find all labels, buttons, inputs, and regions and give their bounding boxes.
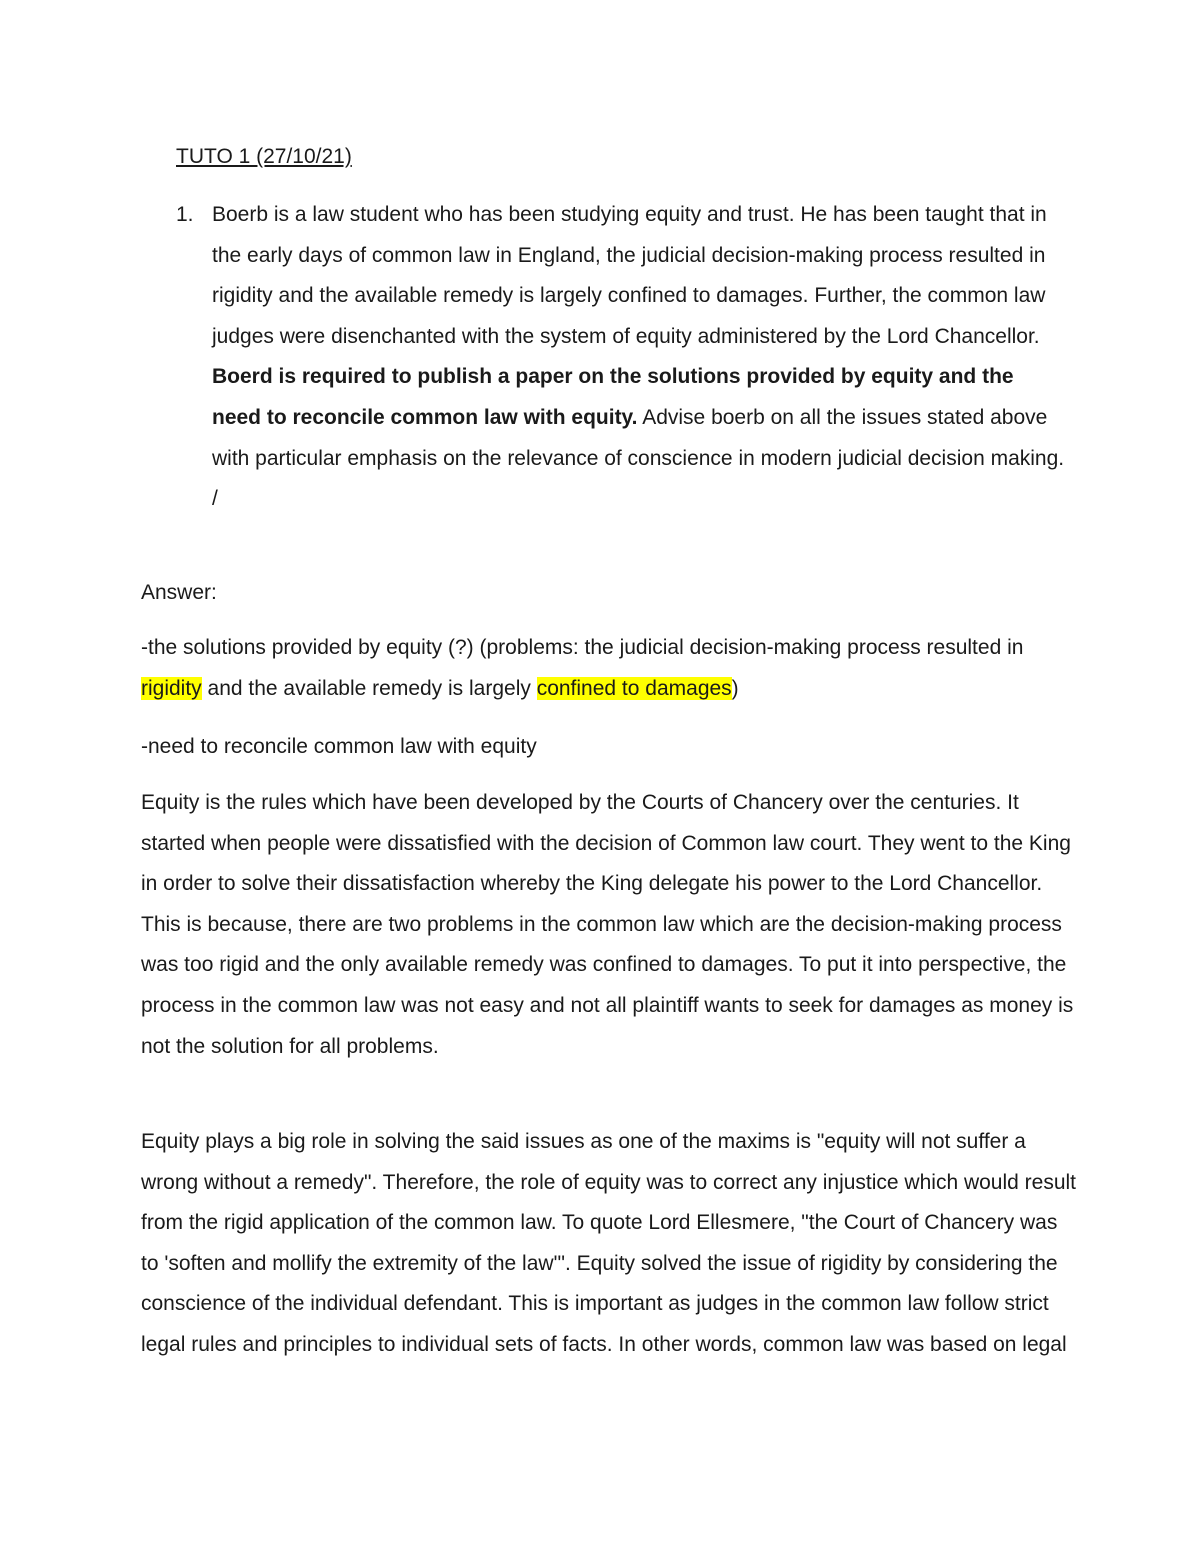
question-bold-text: Boerd is required to publish a paper on the solutions provided by equity and the need to reconcile common law with equity. xyxy=(212,365,1014,429)
answer-bullet-reconcile: -need to reconcile common law with equity xyxy=(141,735,537,758)
bullet-text: -the solutions provided by equity (?) (problems: the judicial decision-making process resulted in xyxy=(141,636,1024,659)
answer-paragraph: Equity is the rules which have been developed by the Courts of Chancery over the centuries. It started when people were dissatisfied with the decision of Common law court. They went to the King in order to solve their dissatisfaction whereby the King delegate his power to the Lord Chancellor. This is because, there are two problems in the common law which are the decision-making process was too rigid and the only available remedy was confined to damages. To put it into perspective, the process in the common law was not easy and not all plaintiff wants to seek for damages as money is not the solution for all problems. xyxy=(141,791,1074,1058)
question-text-intro: Boerb is a law student who has been studying equity and trust. He has been taught that in the early days of common law in England, the judicial decision-making process resulted in rigidity and the available remedy is largely confined to damages. Further, the common law judges were disenchanted with the system of equity administered by the Lord Chancellor. xyxy=(212,203,1047,348)
bullet-text: ) xyxy=(731,676,739,700)
question-item xyxy=(176,195,1066,520)
bullet-text: and the available remedy is largely xyxy=(201,676,537,700)
question-text-advice: Advise boerb on all the issues stated above with particular emphasis on the relevance of conscience in modern judicial decision making. / xyxy=(212,405,1065,511)
highlight-rigidity: rigidity xyxy=(141,676,202,700)
page-title: TUTO 1 (27/10/21) xyxy=(176,145,352,168)
highlight-confined-to-damages: confined to damages xyxy=(536,676,732,700)
answer-bullet-solutions xyxy=(141,628,1071,709)
answer-paragraph: Equity plays a big role in solving the said issues as one of the maxims is "equity will not suffer a wrong without a remedy". Therefore, the role of equity was to correct any injustice which would result from the rigid application of the common law. To quote Lord Ellesmere, "the Court of Chancery was to 'soften and mollify the extremity of the law'". Equity solved the issue of rigidity by considering the conscience of the individual defendant. This is important as judges in the common law follow strict legal rules and principles to individual sets of facts. In other words, common law was based on legal xyxy=(141,1130,1077,1356)
question-number: 1. xyxy=(176,203,194,226)
question-text xyxy=(212,195,1066,520)
answer-label: Answer: xyxy=(141,581,217,604)
